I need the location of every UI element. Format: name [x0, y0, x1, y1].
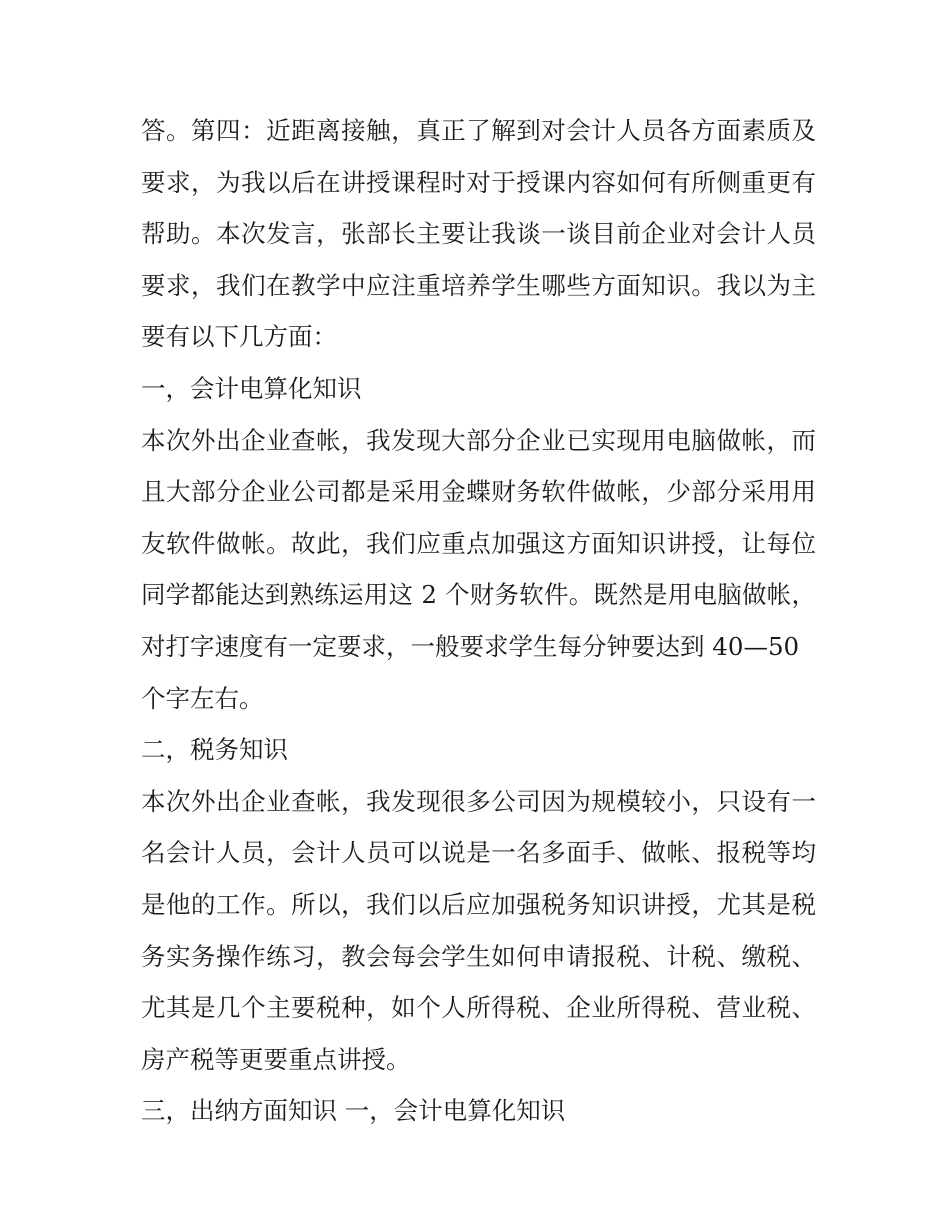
text-line: 房产税等更要重点讲授。 [141, 1044, 411, 1074]
text-line: 友软件做帐。故此，我们应重点加强这方面知识讲授，让每位 [141, 528, 816, 558]
text-line: 尤其是几个主要税种，如个人所得税、企业所得税、营业税、 [141, 993, 816, 1023]
text-line: 个字左右。 [141, 683, 264, 713]
text-line: 帮助。本次发言，张部长主要让我谈一谈目前企业对会计人员 [141, 219, 816, 249]
text-line: 对打字速度有一定要求，一般要求学生每分钟要达到 40—50 [141, 631, 800, 661]
text-line: 本次外出企业查帐，我发现很多公司因为规模较小，只设有一 [141, 786, 816, 816]
text-line: 答。第四：近距离接触，真正了解到对会计人员各方面素质及 [141, 116, 816, 145]
text-line: 名会计人员，会计人员可以说是一名多面手、做帐、报税等均 [141, 838, 816, 868]
section-heading: 三，出纳方面知识 一，会计电算化知识 [141, 1096, 566, 1126]
text-line: 要求，我们在教学中应注重培养学生哪些方面知识。我以为主 [141, 270, 816, 300]
section-heading: 一，会计电算化知识 [141, 373, 362, 403]
document-body [141, 105, 816, 1137]
section-heading: 二，税务知识 [141, 735, 288, 765]
text-line: 且大部分企业公司都是采用金蝶财务软件做帐，少部分采用用 [141, 477, 816, 507]
text-line: 本次外出企业查帐，我发现大部分企业已实现用电脑做帐，而 [141, 425, 816, 455]
text-line: 是他的工作。所以，我们以后应加强税务知识讲授，尤其是税 [141, 889, 816, 919]
text-line: 要求，为我以后在讲授课程时对于授课内容如何有所侧重更有 [141, 167, 816, 197]
text-line: 务实务操作练习，教会每会学生如何申请报税、计税、缴税、 [141, 941, 816, 971]
text-line: 同学都能达到熟练运用这 2 个财务软件。既然是用电脑做帐， [141, 580, 816, 610]
text-line: 要有以下几方面： [141, 322, 337, 352]
